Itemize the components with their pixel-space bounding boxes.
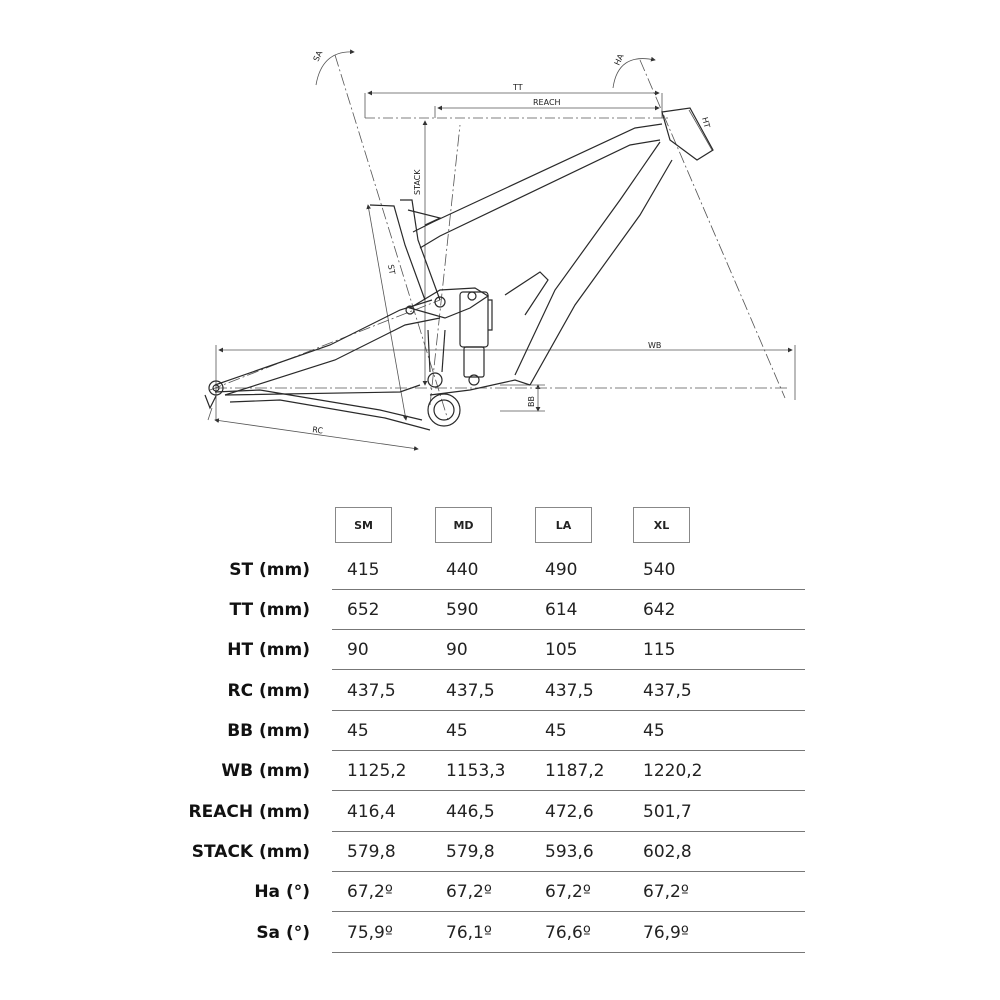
cell-ha-md: 67,2º (446, 882, 492, 902)
cell-wb-la: 1187,2 (545, 761, 605, 781)
row-label-ht: HT (mm) (227, 640, 310, 660)
cell-wb-md: 1153,3 (446, 761, 506, 781)
sa-label: SA (311, 49, 325, 63)
row-reach (0, 792, 1000, 832)
row-divider (332, 952, 805, 953)
row-label-sa: Sa (°) (256, 923, 310, 943)
cell-st-la: 490 (545, 560, 578, 580)
bb-label: BB (527, 396, 536, 407)
cell-tt-md: 590 (446, 600, 479, 620)
cell-sa-la: 76,6º (545, 923, 591, 943)
rc-label: RC (311, 425, 324, 436)
size-header-sm: SM (335, 507, 392, 543)
row-label-st: ST (mm) (229, 560, 310, 580)
cell-bb-md: 45 (446, 721, 468, 741)
cell-tt-sm: 652 (347, 600, 380, 620)
row-stack (0, 832, 1000, 872)
row-divider (332, 911, 805, 912)
row-label-stack: STACK (mm) (191, 842, 310, 862)
ha-label: HA (612, 52, 626, 67)
cell-sa-xl: 76,9º (643, 923, 689, 943)
row-divider (332, 790, 805, 791)
cell-reach-la: 472,6 (545, 802, 594, 822)
cell-wb-sm: 1125,2 (347, 761, 407, 781)
cell-reach-sm: 416,4 (347, 802, 396, 822)
row-label-rc: RC (mm) (227, 681, 310, 701)
row-wb (0, 751, 1000, 791)
row-rc (0, 671, 1000, 711)
row-st (0, 550, 1000, 590)
cell-ha-la: 67,2º (545, 882, 591, 902)
row-label-ha: Ha (°) (254, 882, 310, 902)
cell-stack-md: 579,8 (446, 842, 495, 862)
cell-sa-md: 76,1º (446, 923, 492, 943)
cell-bb-la: 45 (545, 721, 567, 741)
cell-st-xl: 540 (643, 560, 676, 580)
size-header-xl: XL (633, 507, 690, 543)
cell-ha-sm: 67,2º (347, 882, 393, 902)
cell-rc-sm: 437,5 (347, 681, 396, 701)
row-ha (0, 872, 1000, 912)
cell-stack-xl: 602,8 (643, 842, 692, 862)
st-label: ST (386, 263, 397, 276)
cell-ht-xl: 115 (643, 640, 676, 660)
cell-reach-xl: 501,7 (643, 802, 692, 822)
row-tt (0, 590, 1000, 630)
tt-label: TT (513, 83, 523, 92)
cell-st-md: 440 (446, 560, 479, 580)
row-divider (332, 669, 805, 670)
cell-reach-md: 446,5 (446, 802, 495, 822)
cell-wb-xl: 1220,2 (643, 761, 703, 781)
size-header-md: MD (435, 507, 492, 543)
cell-sa-sm: 75,9º (347, 923, 393, 943)
cell-rc-la: 437,5 (545, 681, 594, 701)
row-ht (0, 630, 1000, 670)
frame-geometry-diagram (0, 0, 1000, 480)
cell-tt-xl: 642 (643, 600, 676, 620)
wb-label: WB (648, 341, 662, 350)
cell-bb-sm: 45 (347, 721, 369, 741)
cell-ht-md: 90 (446, 640, 468, 660)
row-label-tt: TT (mm) (229, 600, 310, 620)
row-label-wb: WB (mm) (221, 761, 310, 781)
angle-arcs (316, 52, 655, 88)
row-label-reach: REACH (mm) (188, 802, 310, 822)
ht-label: HT (700, 116, 712, 130)
cell-rc-xl: 437,5 (643, 681, 692, 701)
stack-label: STACK (413, 169, 422, 195)
cell-stack-sm: 579,8 (347, 842, 396, 862)
reach-label: REACH (533, 98, 561, 107)
bike-frame (205, 108, 713, 430)
row-sa (0, 913, 1000, 953)
cell-ht-la: 105 (545, 640, 578, 660)
cell-st-sm: 415 (347, 560, 380, 580)
cell-bb-xl: 45 (643, 721, 665, 741)
row-bb (0, 711, 1000, 751)
cell-stack-la: 593,6 (545, 842, 594, 862)
cell-ha-xl: 67,2º (643, 882, 689, 902)
row-label-bb: BB (mm) (227, 721, 310, 741)
size-header-la: LA (535, 507, 592, 543)
frame-centerlines (210, 55, 790, 420)
cell-ht-sm: 90 (347, 640, 369, 660)
cell-tt-la: 614 (545, 600, 578, 620)
cell-rc-md: 437,5 (446, 681, 495, 701)
